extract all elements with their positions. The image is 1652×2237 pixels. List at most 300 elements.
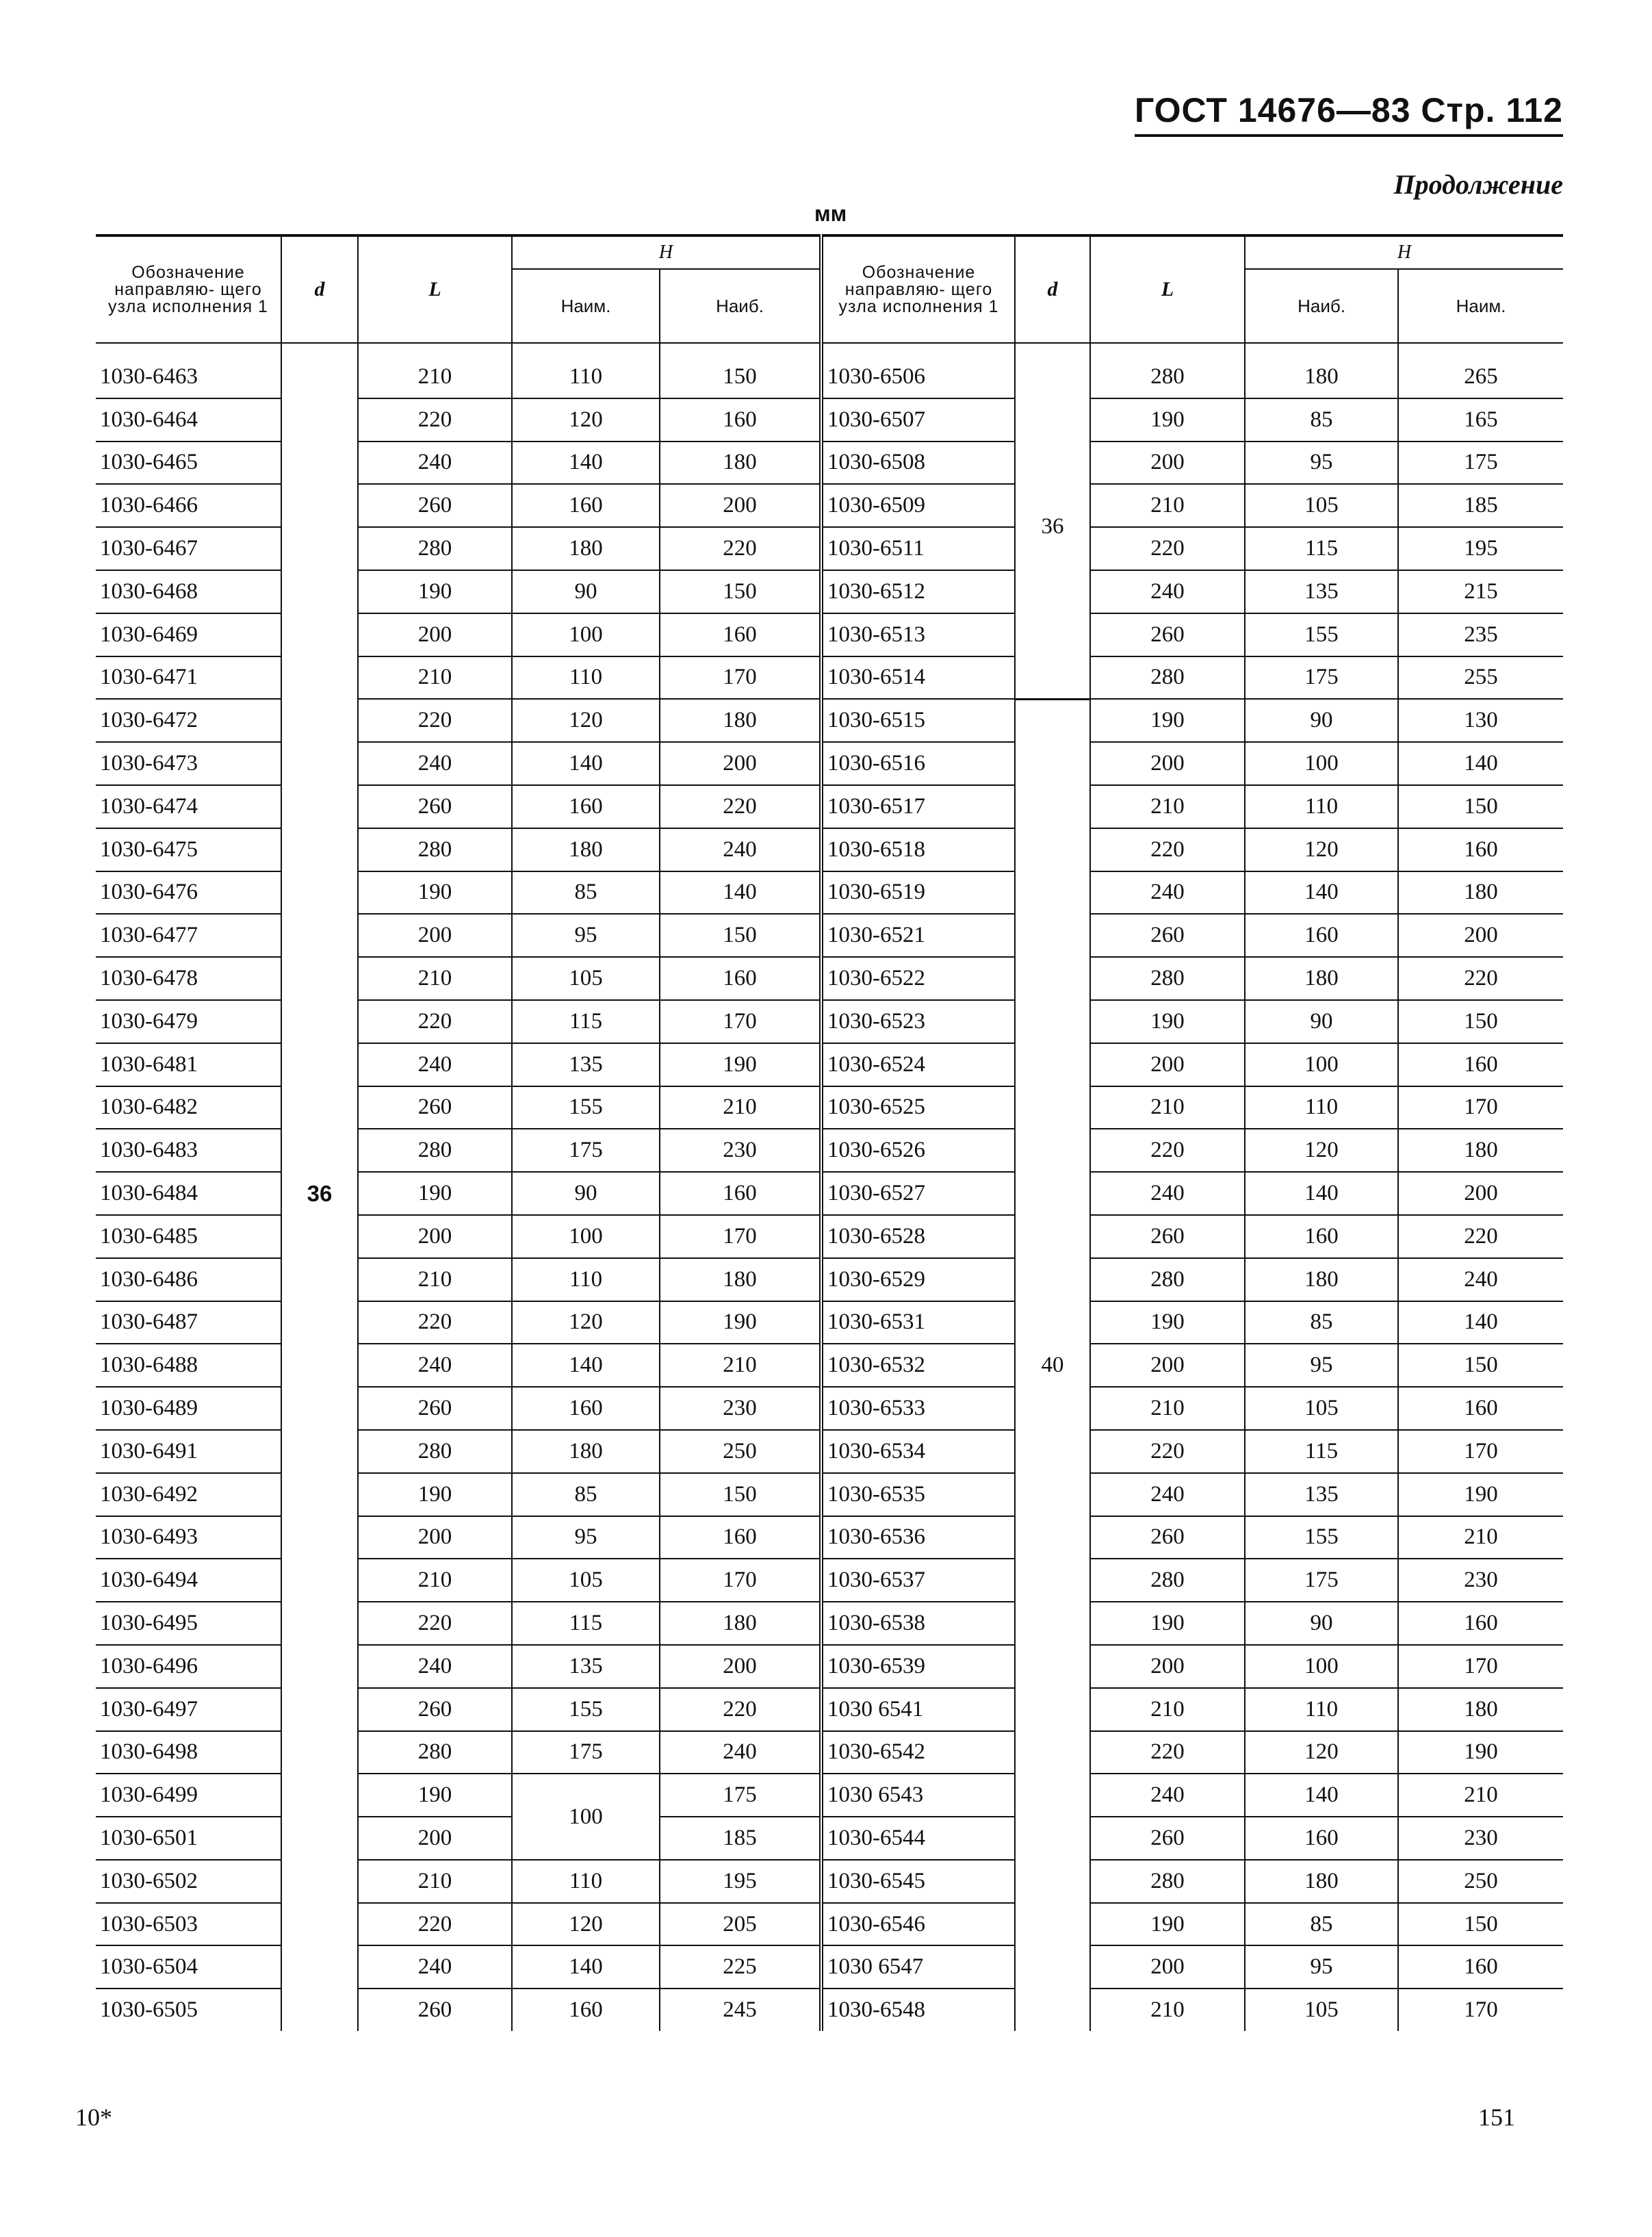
page-header: ГОСТ 14676—83 Стр. 112 bbox=[1135, 90, 1563, 137]
right-h-min-cell: 230 bbox=[1398, 1817, 1563, 1860]
continuation-label: Продолжение bbox=[1393, 169, 1563, 200]
right-h-max-cell: 175 bbox=[1245, 656, 1398, 700]
right-l-cell: 240 bbox=[1090, 1774, 1245, 1817]
left-h-min-cell: 160 bbox=[512, 1989, 660, 2031]
left-designation-cell: 1030-6504 bbox=[96, 1945, 281, 1989]
left-h-min-cell: 95 bbox=[512, 914, 660, 957]
right-l-cell: 240 bbox=[1090, 871, 1245, 915]
left-l-cell: 220 bbox=[358, 398, 512, 442]
left-designation-cell: 1030-6482 bbox=[96, 1086, 281, 1129]
left-designation-cell: 1030-6471 bbox=[96, 656, 281, 700]
right-h-min-cell: 150 bbox=[1398, 1344, 1563, 1387]
left-h-min-cell: 180 bbox=[512, 1430, 660, 1473]
left-h-min-cell: 120 bbox=[512, 699, 660, 742]
header-d-right: d bbox=[1015, 235, 1090, 343]
right-h-max-cell: 85 bbox=[1245, 1903, 1398, 1946]
left-h-min-cell: 180 bbox=[512, 527, 660, 570]
right-h-min-cell: 160 bbox=[1398, 1945, 1563, 1989]
right-h-min-cell: 190 bbox=[1398, 1731, 1563, 1774]
right-h-min-cell: 195 bbox=[1398, 527, 1563, 570]
left-l-cell: 260 bbox=[358, 1989, 512, 2031]
left-designation-cell: 1030-6476 bbox=[96, 871, 281, 915]
left-l-cell: 240 bbox=[358, 442, 512, 485]
right-h-max-cell: 115 bbox=[1245, 1430, 1398, 1473]
left-designation-cell: 1030-6468 bbox=[96, 570, 281, 613]
right-h-min-cell: 190 bbox=[1398, 1473, 1563, 1516]
right-l-cell: 280 bbox=[1090, 957, 1245, 1000]
left-designation-cell: 1030-6477 bbox=[96, 914, 281, 957]
right-h-min-cell: 150 bbox=[1398, 785, 1563, 828]
left-h-max-cell: 205 bbox=[660, 1903, 821, 1946]
header-h-min-left: Наим. bbox=[512, 269, 660, 343]
right-l-cell: 200 bbox=[1090, 1043, 1245, 1086]
right-l-cell: 280 bbox=[1090, 1860, 1245, 1903]
right-h-max-cell: 105 bbox=[1245, 1387, 1398, 1430]
header-h-right: H bbox=[1245, 235, 1563, 269]
right-designation-cell: 1030-6521 bbox=[821, 914, 1015, 957]
right-h-max-cell: 100 bbox=[1245, 742, 1398, 785]
left-h-min-cell: 180 bbox=[512, 828, 660, 871]
left-designation-cell: 1030-6503 bbox=[96, 1903, 281, 1946]
right-h-min-cell: 215 bbox=[1398, 570, 1563, 613]
left-designation-cell: 1030-6486 bbox=[96, 1258, 281, 1301]
right-h-max-cell: 120 bbox=[1245, 1731, 1398, 1774]
right-h-max-cell: 120 bbox=[1245, 828, 1398, 871]
right-l-cell: 260 bbox=[1090, 1817, 1245, 1860]
left-designation-cell: 1030-6465 bbox=[96, 442, 281, 485]
left-designation-cell: 1030-6472 bbox=[96, 699, 281, 742]
left-l-cell: 190 bbox=[358, 570, 512, 613]
right-designation-cell: 1030-6515 bbox=[821, 699, 1015, 742]
right-designation-cell: 1030-6518 bbox=[821, 828, 1015, 871]
right-h-max-cell: 140 bbox=[1245, 1774, 1398, 1817]
right-l-cell: 220 bbox=[1090, 527, 1245, 570]
right-h-min-cell: 250 bbox=[1398, 1860, 1563, 1903]
right-h-min-cell: 210 bbox=[1398, 1516, 1563, 1559]
left-designation-cell: 1030-6469 bbox=[96, 613, 281, 656]
left-l-cell: 220 bbox=[358, 1301, 512, 1344]
left-h-max-cell: 210 bbox=[660, 1086, 821, 1129]
right-h-min-cell: 185 bbox=[1398, 484, 1563, 527]
header-h-min-right: Наим. bbox=[1398, 269, 1563, 343]
right-l-cell: 210 bbox=[1090, 1387, 1245, 1430]
right-h-min-cell: 170 bbox=[1398, 1086, 1563, 1129]
left-l-cell: 200 bbox=[358, 1516, 512, 1559]
right-designation-cell: 1030-6512 bbox=[821, 570, 1015, 613]
left-h-min-cell: 175 bbox=[512, 1731, 660, 1774]
header-designation-right: Обозначение направляю- щего узла исполнения 1 bbox=[821, 235, 1015, 343]
right-h-max-cell: 160 bbox=[1245, 914, 1398, 957]
left-designation-cell: 1030-6505 bbox=[100, 1997, 198, 2023]
right-designation-cell: 1030-6514 bbox=[821, 656, 1015, 700]
left-designation-cell: 1030-6496 bbox=[96, 1645, 281, 1688]
right-l-cell: 280 bbox=[1090, 656, 1245, 700]
left-h-min-cell: 135 bbox=[512, 1645, 660, 1688]
left-h-max-cell: 230 bbox=[660, 1387, 821, 1430]
right-h-max-cell: 95 bbox=[1245, 442, 1398, 485]
left-h-max-cell: 180 bbox=[660, 1258, 821, 1301]
right-h-min-cell: 180 bbox=[1398, 1688, 1563, 1731]
left-l-cell: 190 bbox=[358, 1473, 512, 1516]
left-l-cell: 210 bbox=[358, 1258, 512, 1301]
left-designation-cell: 1030-6484 bbox=[96, 1172, 281, 1215]
left-l-cell: 220 bbox=[358, 1000, 512, 1043]
left-l-cell: 210 bbox=[358, 656, 512, 700]
right-l-cell: 200 bbox=[1090, 442, 1245, 485]
left-l-cell: 190 bbox=[358, 1172, 512, 1215]
right-l-cell: 190 bbox=[1090, 1000, 1245, 1043]
header-h-max-right: Наиб. bbox=[1245, 269, 1398, 343]
left-h-max-cell: 195 bbox=[660, 1860, 821, 1903]
right-h-min-cell: 230 bbox=[1398, 1559, 1563, 1602]
left-l-cell: 280 bbox=[358, 527, 512, 570]
left-h-min-cell: 120 bbox=[512, 1903, 660, 1946]
left-designation-cell: 1030-6483 bbox=[96, 1129, 281, 1172]
right-l-cell: 200 bbox=[1090, 1645, 1245, 1688]
right-h-max-cell: 135 bbox=[1245, 570, 1398, 613]
left-h-max-cell: 190 bbox=[660, 1301, 821, 1344]
right-h-max-cell: 160 bbox=[1245, 1215, 1398, 1258]
right-h-min-cell: 165 bbox=[1398, 398, 1563, 442]
left-designation-cell: 1030-6497 bbox=[96, 1688, 281, 1731]
right-l-cell: 260 bbox=[1090, 1516, 1245, 1559]
right-h-min-cell: 180 bbox=[1398, 1129, 1563, 1172]
right-l-cell: 200 bbox=[1090, 742, 1245, 785]
right-h-min-cell: 150 bbox=[1398, 1000, 1563, 1043]
left-designation-cell: 1030-6502 bbox=[96, 1860, 281, 1903]
left-l-cell: 260 bbox=[358, 484, 512, 527]
right-l-cell: 210 bbox=[1090, 1989, 1245, 2031]
right-designation-cell: 1030-6511 bbox=[821, 527, 1015, 570]
left-l-cell: 210 bbox=[358, 356, 512, 398]
right-designation-cell: 1030-6517 bbox=[821, 785, 1015, 828]
left-h-min-cell: 110 bbox=[512, 656, 660, 700]
right-l-cell: 190 bbox=[1090, 1301, 1245, 1344]
left-h-max-cell: 180 bbox=[660, 442, 821, 485]
left-h-min-cell: 100 bbox=[512, 1774, 660, 1860]
right-l-cell: 220 bbox=[1090, 1129, 1245, 1172]
right-l-cell: 190 bbox=[1090, 1602, 1245, 1645]
right-designation-cell: 1030-6545 bbox=[821, 1860, 1015, 1903]
left-l-cell: 220 bbox=[358, 699, 512, 742]
right-h-max-cell: 95 bbox=[1245, 1945, 1398, 1989]
left-l-cell: 200 bbox=[358, 1817, 512, 1860]
left-designation-cell: 1030-6464 bbox=[96, 398, 281, 442]
left-h-max-cell: 170 bbox=[660, 1559, 821, 1602]
left-l-cell: 210 bbox=[358, 1860, 512, 1903]
right-designation-cell: 1030-6513 bbox=[821, 613, 1015, 656]
left-h-min-cell: 95 bbox=[512, 1516, 660, 1559]
left-designation-cell: 1030-6485 bbox=[96, 1215, 281, 1258]
left-designation-cell: 1030-6463 bbox=[96, 356, 281, 398]
right-h-max-cell: 110 bbox=[1245, 1688, 1398, 1731]
left-h-max-cell: 170 bbox=[660, 1000, 821, 1043]
left-h-min-cell: 155 bbox=[512, 1688, 660, 1731]
right-h-max-cell: 105 bbox=[1245, 1989, 1398, 2031]
right-l-cell: 260 bbox=[1090, 914, 1245, 957]
left-l-cell: 240 bbox=[358, 1043, 512, 1086]
right-h-max-cell: 110 bbox=[1245, 1086, 1398, 1129]
right-h-max-cell: 135 bbox=[1245, 1473, 1398, 1516]
left-h-max-cell: 160 bbox=[660, 398, 821, 442]
right-h-max-cell: 85 bbox=[1245, 1301, 1398, 1344]
left-designation-cell: 1030-6489 bbox=[96, 1387, 281, 1430]
left-h-min-cell: 160 bbox=[512, 1387, 660, 1430]
left-h-min-cell: 140 bbox=[512, 1945, 660, 1989]
right-h-max-cell: 115 bbox=[1245, 527, 1398, 570]
left-h-min-cell: 100 bbox=[512, 613, 660, 656]
left-h-max-cell: 185 bbox=[660, 1817, 821, 1860]
right-l-cell: 220 bbox=[1090, 1430, 1245, 1473]
left-h-max-cell: 230 bbox=[660, 1129, 821, 1172]
left-designation-cell: 1030-6487 bbox=[96, 1301, 281, 1344]
left-designation-cell: 1030-6479 bbox=[96, 1000, 281, 1043]
left-h-min-cell: 160 bbox=[512, 484, 660, 527]
right-designation-cell: 1030 6541 bbox=[821, 1688, 1015, 1731]
right-h-max-cell: 180 bbox=[1245, 1860, 1398, 1903]
right-h-max-cell: 90 bbox=[1245, 1000, 1398, 1043]
right-h-max-cell: 100 bbox=[1245, 1645, 1398, 1688]
left-l-cell: 240 bbox=[358, 742, 512, 785]
right-designation-cell: 1030 6543 bbox=[821, 1774, 1015, 1817]
left-designation-cell: 1030-6494 bbox=[96, 1559, 281, 1602]
left-h-min-cell: 105 bbox=[512, 957, 660, 1000]
left-h-max-cell: 170 bbox=[660, 656, 821, 700]
right-l-cell: 200 bbox=[1090, 1344, 1245, 1387]
left-h-min-cell: 140 bbox=[512, 442, 660, 485]
left-l-cell: 260 bbox=[358, 785, 512, 828]
left-designation-cell: 1030-6491 bbox=[96, 1430, 281, 1473]
left-h-min-cell: 175 bbox=[512, 1129, 660, 1172]
left-h-max-cell: 225 bbox=[660, 1945, 821, 1989]
right-h-min-cell: 175 bbox=[1398, 442, 1563, 485]
left-h-min-cell: 120 bbox=[512, 1301, 660, 1344]
left-l-cell: 260 bbox=[358, 1688, 512, 1731]
right-h-min-cell: 160 bbox=[1398, 828, 1563, 871]
left-h-min-cell: 135 bbox=[512, 1043, 660, 1086]
right-l-cell: 280 bbox=[1090, 1258, 1245, 1301]
left-l-cell: 210 bbox=[358, 1559, 512, 1602]
left-h-max-cell: 150 bbox=[660, 356, 821, 398]
right-l-cell: 260 bbox=[1090, 613, 1245, 656]
left-designation-cell: 1030-6493 bbox=[96, 1516, 281, 1559]
left-h-max-cell: 200 bbox=[660, 1645, 821, 1688]
left-h-max-cell: 150 bbox=[660, 1473, 821, 1516]
left-h-min-cell: 100 bbox=[512, 1215, 660, 1258]
header-l-right: L bbox=[1090, 235, 1245, 343]
right-h-max-cell: 120 bbox=[1245, 1129, 1398, 1172]
right-designation-cell: 1030 6547 bbox=[821, 1945, 1015, 1989]
right-l-cell: 210 bbox=[1090, 1688, 1245, 1731]
right-designation-cell: 1030-6508 bbox=[821, 442, 1015, 485]
right-h-max-cell: 140 bbox=[1245, 871, 1398, 915]
right-l-cell: 210 bbox=[1090, 785, 1245, 828]
right-designation-cell: 1030-6544 bbox=[821, 1817, 1015, 1860]
left-h-min-cell: 90 bbox=[512, 1172, 660, 1215]
left-h-max-cell: 190 bbox=[660, 1043, 821, 1086]
left-designation-cell: 1030-6488 bbox=[96, 1344, 281, 1387]
right-designation-cell: 1030-6519 bbox=[821, 871, 1015, 915]
right-l-cell: 190 bbox=[1090, 1903, 1245, 1946]
left-l-cell: 200 bbox=[358, 613, 512, 656]
left-designation-cell: 1030-6499 bbox=[96, 1774, 281, 1817]
left-designation-cell: 1030-6474 bbox=[96, 785, 281, 828]
header-h-max-left: Наиб. bbox=[660, 269, 821, 343]
left-designation-cell: 1030-6466 bbox=[96, 484, 281, 527]
right-d-cell: 40 bbox=[1015, 699, 1090, 2031]
right-designation-cell: 1030-6542 bbox=[821, 1731, 1015, 1774]
left-designation-cell: 1030-6492 bbox=[96, 1473, 281, 1516]
left-l-cell: 200 bbox=[358, 914, 512, 957]
right-h-min-cell: 180 bbox=[1398, 871, 1563, 915]
right-designation-cell: 1030-6531 bbox=[821, 1301, 1015, 1344]
right-designation-cell: 1030-6506 bbox=[821, 356, 1015, 398]
left-h-min-cell: 105 bbox=[512, 1559, 660, 1602]
right-h-min-cell: 160 bbox=[1398, 1043, 1563, 1086]
right-h-min-cell: 240 bbox=[1398, 1258, 1563, 1301]
left-l-cell: 240 bbox=[358, 1645, 512, 1688]
left-h-max-cell: 140 bbox=[660, 871, 821, 915]
left-l-cell: 210 bbox=[358, 957, 512, 1000]
right-h-min-cell: 160 bbox=[1398, 1602, 1563, 1645]
right-designation-cell: 1030-6507 bbox=[821, 398, 1015, 442]
header-h-left: H bbox=[512, 235, 821, 269]
left-h-min-cell: 120 bbox=[512, 398, 660, 442]
left-h-min-cell: 85 bbox=[512, 871, 660, 915]
unit-label: мм bbox=[814, 201, 847, 226]
left-h-min-cell: 140 bbox=[512, 742, 660, 785]
right-designation-cell: 1030-6522 bbox=[821, 957, 1015, 1000]
left-h-min-cell: 110 bbox=[512, 356, 660, 398]
right-h-min-cell: 235 bbox=[1398, 613, 1563, 656]
right-l-cell: 210 bbox=[1090, 1086, 1245, 1129]
right-l-cell: 280 bbox=[1090, 356, 1245, 398]
right-l-cell: 240 bbox=[1090, 1473, 1245, 1516]
left-h-max-cell: 180 bbox=[660, 1602, 821, 1645]
right-h-max-cell: 110 bbox=[1245, 785, 1398, 828]
right-h-min-cell: 130 bbox=[1398, 699, 1563, 742]
left-h-min-cell: 155 bbox=[512, 1086, 660, 1129]
left-l-cell: 280 bbox=[358, 828, 512, 871]
left-h-max-cell: 170 bbox=[660, 1215, 821, 1258]
right-h-min-cell: 220 bbox=[1398, 957, 1563, 1000]
right-designation-cell: 1030-6548 bbox=[821, 1989, 1015, 2031]
header-d-left: d bbox=[281, 235, 358, 343]
left-h-min-cell: 140 bbox=[512, 1344, 660, 1387]
left-l-cell: 280 bbox=[358, 1731, 512, 1774]
right-h-max-cell: 180 bbox=[1245, 356, 1398, 398]
left-l-cell: 220 bbox=[358, 1602, 512, 1645]
left-h-max-cell: 240 bbox=[660, 1731, 821, 1774]
right-h-min-cell: 210 bbox=[1398, 1774, 1563, 1817]
left-h-max-cell: 200 bbox=[660, 484, 821, 527]
right-h-min-cell: 140 bbox=[1398, 1301, 1563, 1344]
left-designation-cell: 1030-6498 bbox=[96, 1731, 281, 1774]
right-l-cell: 220 bbox=[1090, 828, 1245, 871]
left-h-min-cell: 115 bbox=[512, 1000, 660, 1043]
dimensions-table bbox=[96, 234, 1563, 2031]
right-h-max-cell: 95 bbox=[1245, 1344, 1398, 1387]
left-h-min-cell: 160 bbox=[512, 785, 660, 828]
right-l-cell: 220 bbox=[1090, 1731, 1245, 1774]
right-designation-cell: 1030-6533 bbox=[821, 1387, 1015, 1430]
right-l-cell: 240 bbox=[1090, 1172, 1245, 1215]
left-h-min-cell: 110 bbox=[512, 1258, 660, 1301]
left-h-min-cell: 115 bbox=[512, 1602, 660, 1645]
right-l-cell: 200 bbox=[1090, 1945, 1245, 1989]
right-l-cell: 280 bbox=[1090, 1559, 1245, 1602]
left-l-cell: 190 bbox=[358, 1774, 512, 1817]
right-designation-cell: 1030-6535 bbox=[821, 1473, 1015, 1516]
left-h-max-cell: 150 bbox=[660, 914, 821, 957]
right-h-min-cell: 160 bbox=[1398, 1387, 1563, 1430]
right-designation-cell: 1030-6526 bbox=[821, 1129, 1015, 1172]
left-h-min-cell: 90 bbox=[512, 570, 660, 613]
right-h-min-cell: 140 bbox=[1398, 742, 1563, 785]
right-h-min-cell: 255 bbox=[1398, 656, 1563, 700]
right-designation-cell: 1030-6525 bbox=[821, 1086, 1015, 1129]
right-designation-cell: 1030-6536 bbox=[821, 1516, 1015, 1559]
right-designation-cell: 1030-6539 bbox=[821, 1645, 1015, 1688]
right-designation-cell: 1030-6529 bbox=[821, 1258, 1015, 1301]
left-designation-cell: 1030-6495 bbox=[96, 1602, 281, 1645]
right-l-cell: 190 bbox=[1090, 699, 1245, 742]
right-d-cell: 36 bbox=[1015, 356, 1090, 699]
left-h-max-cell: 245 bbox=[660, 1989, 821, 2031]
left-h-max-cell: 240 bbox=[660, 828, 821, 871]
right-designation-cell: 1030-6532 bbox=[821, 1344, 1015, 1387]
left-h-max-cell: 150 bbox=[660, 570, 821, 613]
left-designation-cell: 1030-6481 bbox=[96, 1043, 281, 1086]
left-h-min-cell: 110 bbox=[512, 1860, 660, 1903]
left-h-max-cell: 250 bbox=[660, 1430, 821, 1473]
left-designation-cell: 1030-6473 bbox=[96, 742, 281, 785]
left-l-cell: 220 bbox=[358, 1903, 512, 1946]
left-l-cell: 260 bbox=[358, 1387, 512, 1430]
right-designation-cell: 1030-6509 bbox=[821, 484, 1015, 527]
right-designation-cell: 1030-6534 bbox=[821, 1430, 1015, 1473]
right-h-max-cell: 105 bbox=[1245, 484, 1398, 527]
right-l-cell: 210 bbox=[1090, 484, 1245, 527]
right-h-max-cell: 100 bbox=[1245, 1043, 1398, 1086]
left-l-cell: 190 bbox=[358, 871, 512, 915]
right-designation-cell: 1030-6546 bbox=[821, 1903, 1015, 1946]
table-body bbox=[96, 343, 1563, 2031]
page-number: 151 bbox=[1478, 2104, 1515, 2131]
right-l-cell: 190 bbox=[1090, 398, 1245, 442]
right-designation-cell: 1030-6537 bbox=[821, 1559, 1015, 1602]
right-h-min-cell: 220 bbox=[1398, 1215, 1563, 1258]
left-h-max-cell: 210 bbox=[660, 1344, 821, 1387]
right-h-min-cell: 200 bbox=[1398, 914, 1563, 957]
right-h-max-cell: 90 bbox=[1245, 699, 1398, 742]
right-h-max-cell: 155 bbox=[1245, 613, 1398, 656]
footer-left: 10* bbox=[75, 2104, 112, 2131]
left-h-max-cell: 220 bbox=[660, 527, 821, 570]
right-designation-cell: 1030-6527 bbox=[821, 1172, 1015, 1215]
left-h-max-cell: 220 bbox=[660, 1688, 821, 1731]
right-h-max-cell: 140 bbox=[1245, 1172, 1398, 1215]
right-h-max-cell: 90 bbox=[1245, 1602, 1398, 1645]
left-l-cell: 260 bbox=[358, 1086, 512, 1129]
left-h-min-cell: 85 bbox=[512, 1473, 660, 1516]
left-l-cell: 280 bbox=[358, 1430, 512, 1473]
right-designation-cell: 1030-6538 bbox=[821, 1602, 1015, 1645]
left-d-cell: 36 bbox=[281, 356, 358, 2031]
right-h-max-cell: 180 bbox=[1245, 957, 1398, 1000]
left-h-max-cell: 200 bbox=[660, 742, 821, 785]
right-h-min-cell: 170 bbox=[1398, 1989, 1563, 2031]
